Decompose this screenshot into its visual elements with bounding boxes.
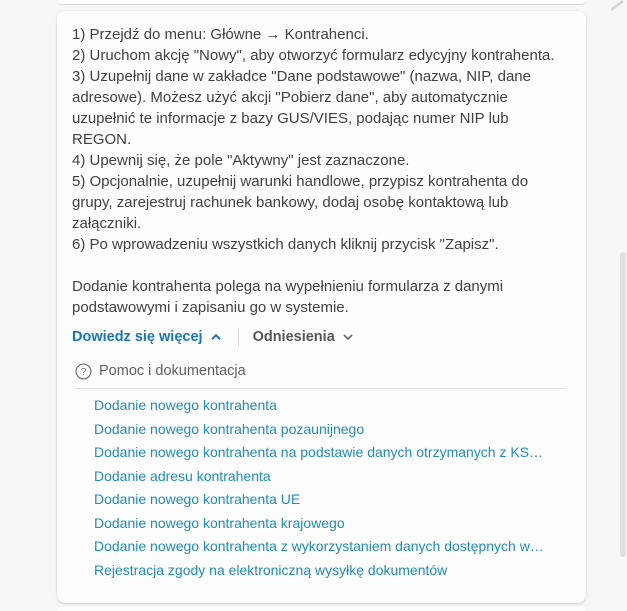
help-link[interactable]: Dodanie nowego kontrahenta bbox=[94, 397, 277, 413]
scrollbar-thumb[interactable] bbox=[620, 252, 626, 557]
chevron-down-icon bbox=[342, 333, 354, 341]
instruction-step: 5) Opcjonalnie, uzupełnij warunki handlowe, przypisz kontrahenta do grupy, zarejestruj rachunek bankowy, dodaj osobę kontaktową lub załączniki. bbox=[72, 173, 529, 232]
actions-divider bbox=[238, 328, 239, 346]
instruction-step: 4) Upewnij się, że pole "Aktywny" jest zaznaczone. bbox=[72, 152, 410, 169]
message-actions bbox=[72, 326, 566, 348]
help-question-icon bbox=[75, 363, 92, 380]
help-links-list bbox=[75, 394, 566, 582]
instruction-steps bbox=[72, 24, 566, 255]
help-section-title: Pomoc i dokumentacja bbox=[99, 363, 246, 379]
next-message-card-top bbox=[57, 607, 586, 611]
help-link[interactable]: Dodanie nowego kontrahenta pozaunijnego bbox=[94, 420, 365, 437]
help-link[interactable]: Dodanie adresu kontrahenta bbox=[94, 467, 271, 484]
help-link[interactable]: Dodanie nowego kontrahenta krajowego bbox=[94, 514, 345, 531]
previous-message-card-bottom bbox=[57, 0, 586, 5]
references-label: Odniesienia bbox=[252, 329, 335, 345]
references-toggle[interactable] bbox=[253, 329, 354, 345]
instruction-step: 6) Po wprowadzeniu wszystkich danych kliknij przycisk "Zapisz". bbox=[72, 236, 499, 253]
assistant-message-card bbox=[57, 11, 586, 603]
help-divider bbox=[75, 388, 566, 389]
help-section-header bbox=[75, 362, 566, 380]
help-link[interactable]: Dodanie nowego kontrahenta na podstawie danych otrzymanych z KS… bbox=[94, 444, 544, 460]
help-link[interactable]: Rejestracja zgody na elektroniczną wysyłkę dokumentów bbox=[94, 561, 448, 578]
learn-more-toggle[interactable] bbox=[72, 329, 222, 345]
instruction-step: 1) Przejdź do menu: Główne → Kontrahenci. bbox=[72, 26, 369, 43]
svg-text:?: ? bbox=[80, 365, 87, 378]
chevron-up-icon bbox=[210, 333, 222, 341]
learn-more-label: Dowiedz się więcej bbox=[72, 329, 203, 345]
instruction-step: 2) Uruchom akcję "Nowy", aby otworzyć formularz edycyjny kontrahenta. bbox=[72, 47, 555, 64]
help-section bbox=[72, 362, 566, 582]
summary-text: Dodanie kontrahenta polega na wypełnieniu formularza z danymi podstawowymi i zapisaniu go w systemie. bbox=[72, 278, 504, 316]
edit-pencil-icon bbox=[607, 0, 625, 12]
instruction-step: 3) Uzupełnij dane w zakładce "Dane podstawowe" (nazwa, NIP, dane adresowe). Możesz użyć akcji "Pobierz dane", aby automatycznie uzupełnić te informacje z bazy GUS/VIES, podając numer NIP lub REGON. bbox=[72, 68, 531, 148]
help-link[interactable]: Dodanie nowego kontrahenta UE bbox=[94, 491, 301, 507]
help-link[interactable]: Dodanie nowego kontrahenta z wykorzystaniem danych dostępnych w… bbox=[94, 538, 544, 554]
